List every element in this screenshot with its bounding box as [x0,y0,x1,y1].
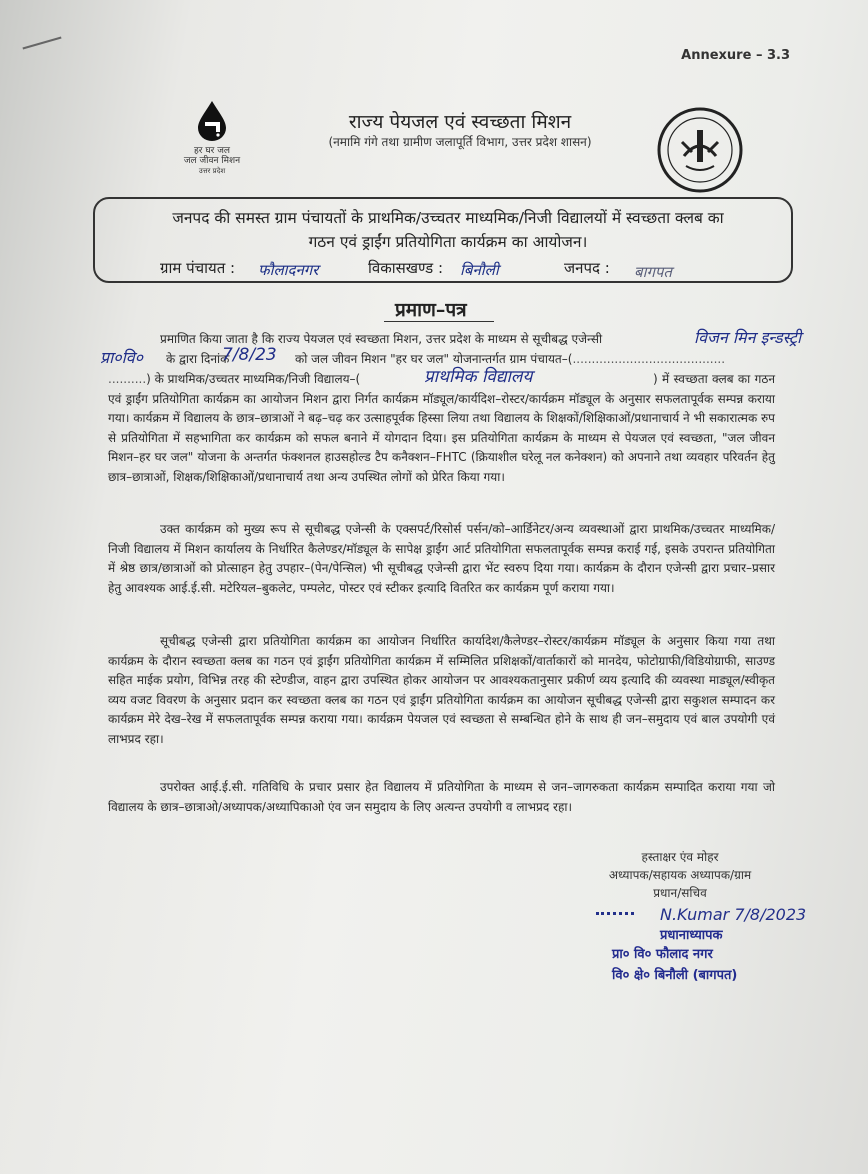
topic-line-2: गठन एवं ड्राईंग प्रतियोगिता कार्यक्रम का आयोजन। [308,233,588,251]
vikaskhand-label: विकासखण्ड : [368,259,444,277]
p1-text-c: को जल जीवन मिशन "हर घर जल" योजनान्तर्गत ग्राम पंचायत–( [295,352,573,366]
paragraph-1 [108,330,775,350]
topic-heading [108,206,788,254]
handwritten-school-prefix: प्रा०वि० [100,348,143,367]
p1-dots-2: .......... [108,372,147,386]
stamp-heading: प्रधानाध्यापक [660,928,723,943]
stamp-line-2: प्रा० वि० फौलाद नगर [612,947,713,962]
p1-text-d: ) के प्राथमिक/उच्चतर माध्यमिक/निजी विद्यालय–( [146,372,361,386]
signature-label: हस्ताक्षर एंव मोहर [641,850,719,864]
p1-body [108,370,775,487]
handwritten-agency: विजन मिन इन्डस्ट्री [694,328,802,347]
paragraph-3: सूचीबद्ध एजेन्सी द्वारा प्रतियोगिता कार्यक्रम का आयोजन निर्धारित कार्यादेश/कैलेण्डर–रोस्टर/कार्यक्रम मॉड्यूल के अनुसार किया गया तथा कार्यक्रम के दौरान स्वच्छता क्लब का गठन एवं ड्राईंग प्रतियोगिता कार्यक्रम में सम्मिलित प्रशिक्षकों/वार्ताकारों को मानदेय, फोटोग्राफी/विडियोग्राफी, साउण्ड सहित माईक प्रयोग, विभिन्न तरह की स्टेण्डीज, वाहन द्वारा उपस्थित होकर आयोजन पर आवश्यकतानुसार प्रकीर्ण व्यय इत्यादि की व्यवस्था माड्यूल/स्वीकृत व्यय वजट विवरण के अनुसार प्रदान कर स्वच्छता क्लब का गठन एवं ड्राईंग प्रतियोगिता कार्यक्रम का आयोजन सूचीबद्ध एजेन्सी द्वारा सकुशल सम्पादन कर कार्यक्रम मेरे देख–रेख में सफलतापूर्वक सम्पन्न कराया गया। कार्यक्रम पेयजल एवं स्वच्छता से सम्बन्धित होने के साथ ही जन–समुदाय एवं बाल उपयोगी एवं लाभप्रद रहा। [108,634,775,746]
handwritten-school: प्राथमिक विद्यालय [424,367,533,387]
school-stamp [612,944,737,986]
water-drop-icon [194,100,230,142]
logo-caption-2: जल जीवन मिशन [183,156,241,166]
pen-mark [22,37,61,50]
mission-subtitle: (नमामि गंगे तथा ग्रामीण जलापूर्ति विभाग, उत्तर प्रदेश शासन) [328,135,592,149]
p1-dots-1: ........................................ [572,352,726,366]
logo-caption-3: उत्तर प्रदेश [198,167,226,175]
certificate-title: प्रमाण–पत्र [395,299,467,321]
handwritten-date: 7/8/23 [222,345,277,365]
topic-line-1: जनपद की समस्त ग्राम पंचायतों के प्राथमिक/उच्चतर माध्यमिक/निजी विद्यालयों में स्वच्छता क्लब का [172,209,724,227]
janpad-value: बागपत [634,263,672,281]
p1-text-a: प्रमाणित किया जाता है कि राज्य पेयजल एवं स्वच्छता मिशन, उत्तर प्रदेश के माध्यम से सूचीबद्ध एजेन्सी [160,332,603,346]
logo-caption-1: हर घर जल [194,146,230,156]
gram-panchayat-value: फौलादनगर [258,261,319,279]
p1-text-b: के द्वारा दिनांक [166,352,230,366]
stamp-line-3: वि० क्षे० बिनौली (बागपत) [612,968,738,983]
p1-text-e: ) में स्वच्छता क्लब का गठन एवं ड्राईंग प्रतियोगिता कार्यक्रम का आयोजन मिशन द्वारा निर्गत कार्यक्रम मॉड्यूल/कार्यदिश–रोस्टर/कार्यक्रम मॉड्यूल के अनुसार सफलतापूर्वक सम्पन्न कराया गया। कार्यक्रम में विद्यालय के छात्र–छात्राओं ने बढ़–चढ़ कर उत्साहपूर्वक हिस्सा लिया तथा विद्यालय के शिक्षकों/शिक्षिकाओं/प्रधानाचार्य ने भी सकारात्मक रुप से प्रतियोगिता में सहभागिता कर कार्यक्रम को सफल बनाने में योगदान दिया। इस प्रतियोगिता कार्यक्रम के माध्यम से पेयजल एवं स्वच्छता, "जल जीवन मिशन–हर घर जल" योजना के अन्तर्गत फंक्शनल हाउसहोल्ड टैप कनैक्शन–FHTC (क्रियाशील घरेलू नल कनेक्शन) को अपनाने तथा व्यवहार परिवर्तन हेतु छात्र–छात्राओं, शिक्षक/शिक्षिकाओं/प्रधानाचार्य तथा अन्य उपस्थित लोगों को प्रेरित किया गया। [108,372,775,484]
janpad-label: जनपद : [564,259,610,277]
mission-title: राज्य पेयजल एवं स्वच्छता मिशन [348,111,572,133]
signature-block [580,848,780,902]
handwritten-signature: N.Kumar 7/8/2023 [660,905,807,924]
signatory-role-1: अध्यापक/सहायक अध्यापक/ग्राम [608,868,752,882]
vikaskhand-value: बिनौली [460,261,499,279]
annexure-label: Annexure – 3.3 [681,48,790,63]
gram-panchayat-label: ग्राम पंचायत : [160,259,236,277]
pen-stroke [596,912,634,915]
paragraph-4: उपरोक्त आई.ई.सी. गतिविधि के प्रचार प्रसार हेत विद्यालय में प्रतियोगिता के माध्यम से जन–जागरुकता कार्यक्रम सम्पादित कराया गया जो विद्यालय के छात्र–छात्राओ/अध्यापक/अध्यापिकाओ एंव जन समुदाय के लिए अत्यन्त उपयोगी व लाभप्रद रहा। [108,780,775,814]
paragraph-2: उक्त कार्यक्रम को मुख्य रूप से सूचीबद्ध एजेन्सी के एक्सपर्ट/रिसोर्स पर्सन/को–आर्डिनेटर/अन्य व्यवस्थाओं द्वारा प्राथमिक/उच्चतर माध्यमिक/निजी विद्यालय में मिशन कार्यालय के निर्धारित कैलेण्डर/मॉड्यूल के सापेक्ष ड्राईंग आर्ट प्रतियोगिता सफलतापूर्वक सम्पन्न कराई गई, इसके उपरान्त प्रतियोगिता में श्रेष्ठ छात्र/छात्राओं को प्रोत्साहन हेतु उपहार–(पेन/पेन्सिल) भी सूचीबद्ध एजेन्सी द्वारा भेंट स्वरुप दिया गया। कार्यक्रम के दौरान एजेन्सी द्वारा प्रचार–प्रसार हेतु आवश्यक आई.ई.सी. मटेरियल–बुकलेट, पम्पलेट, पोस्टर एवं स्टीकर इत्यादि वितरित कर कार्यक्रम पूर्ण कराया गया। [108,522,775,595]
har-ghar-jal-logo [172,100,252,176]
signatory-role-2: प्रधान/सचिव [653,886,707,900]
up-government-seal-icon [656,106,744,194]
title-underline [384,321,494,322]
